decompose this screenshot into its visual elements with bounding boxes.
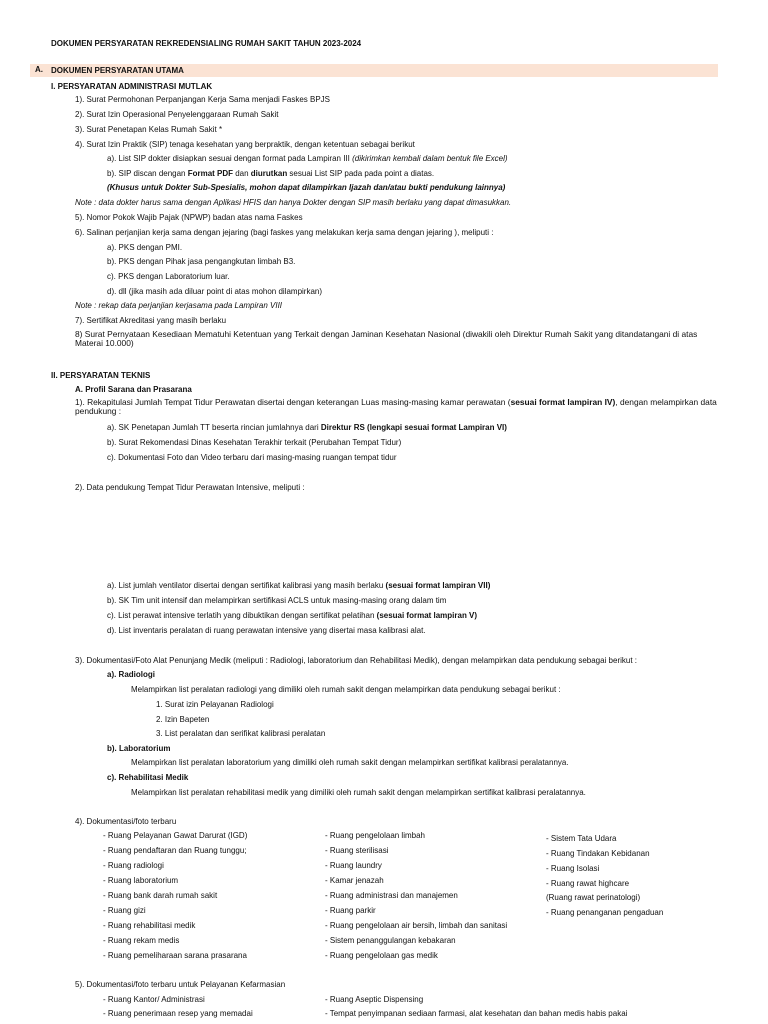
room-list-item: - Ruang gizi (103, 905, 146, 915)
room-list-item: - Ruang penanganan pengaduan (546, 907, 664, 917)
room-list-item: - Kamar jenazah (325, 875, 384, 885)
room-list-item: - Ruang pengelolaan limbah (325, 830, 425, 840)
teknis-item-1-part1: 1). Rekapitulasi Jumlah Tempat Tidur Perawatan disertai dengan keterangan Luas masing-masing kamar perawatan ( (75, 397, 511, 407)
admin-item-4b-part3: dan (233, 168, 251, 178)
room-list-item: - Sistem penanggulangan kebakaran (325, 935, 456, 945)
teknis-item-2c-part1: c). List perawat intensive terlatih yang dibuktikan dengan sertifikat pelatihan (107, 610, 377, 620)
teknis-item-3c: c). Rehabilitasi Medik (107, 772, 189, 782)
admin-item-1: 1). Surat Permohonan Perpanjangan Kerja Sama menjadi Faskes BPJS (75, 94, 331, 104)
room-list-item: - Ruang rekam medis (103, 935, 180, 945)
teknis-item-2a-part2: (sesuai format lampiran VII) (385, 580, 491, 590)
teknis-item-5: 5). Dokumentasi/foto terbaru untuk Pelayanan Kefarmasian (75, 979, 286, 989)
admin-item-3: 3). Surat Penetapan Kelas Rumah Sakit * (75, 124, 223, 134)
admin-item-7: 7). Sertifikat Akreditasi yang masih berlaku (75, 315, 227, 325)
admin-item-2: 2). Surat Izin Operasional Penyelenggaraan Rumah Sakit (75, 109, 279, 119)
teknis-item-1c: c). Dokumentasi Foto dan Video terbaru dari masing-masing ruangan tempat tidur (107, 452, 397, 462)
admin-item-4: 4). Surat Izin Praktik (SIP) tenaga kesehatan yang berpraktik, dengan ketentuan sebagai berikut (75, 139, 415, 149)
admin-item-6a: a). PKS dengan PMI. (107, 242, 183, 252)
teknis-item-3: 3). Dokumentasi/Foto Alat Penunjang Medik (meliputi : Radiologi, laboratorium dan Rehabilitasi Medik), dengan melampirkan data pendukung sebagai berikut : (75, 655, 637, 665)
teknis-item-2: 2). Data pendukung Tempat Tidur Perawatan Intensive, meliputi : (75, 482, 305, 492)
room-list-item: - Ruang laboratorium (103, 875, 179, 885)
teknis-item-2b: b). SK Tim unit intensif dan melampirkan sertifikasi ACLS untuk masing-masing orang dalam tim (107, 595, 447, 605)
room-list-item: - Ruang Tindakan Kebidanan (546, 848, 650, 858)
admin-item-5: 5). Nomor Pokok Wajib Pajak (NPWP) badan atas nama Faskes (75, 212, 303, 222)
teknis-heading: II. PERSYARATAN TEKNIS (51, 370, 151, 380)
room-list-item: - Ruang rehabilitasi medik (103, 920, 196, 930)
admin-item-4b-part4: diurutkan (250, 168, 288, 178)
document-title: DOKUMEN PERSYARATAN REKREDENSIALING RUMAH SAKIT TAHUN 2023-2024 (51, 38, 362, 48)
teknis-item-1b: b). Surat Rekomendasi Dinas Kesehatan Terakhir terkait (Perubahan Tempat Tidur) (107, 437, 402, 447)
teknis-item-3b-desc: Melampirkan list peralatan laboratorium yang dimiliki oleh rumah sakit dengan melampirkan sertifikat kalibrasi peralatannya. (131, 757, 569, 767)
section-a-title: DOKUMEN PERSYARATAN UTAMA (51, 65, 184, 75)
teknis-item-3a-1: 1. Surat izin Pelayanan Radiologi (156, 699, 274, 709)
admin-item-6d: d). dll (jika masih ada diluar point di atas mohon dilampirkan) (107, 286, 323, 296)
room-list-item: - Ruang sterilisasi (325, 845, 389, 855)
admin-item-4a (107, 153, 508, 164)
admin-item-4a-text: a). List SIP dokter disiapkan sesuai dengan format pada Lampiran III (107, 153, 353, 163)
teknis-item-3a: a). Radiologi (107, 669, 155, 679)
teknis-item-3c-desc: Melampirkan list peralatan rehabilitasi medik yang dimiliki oleh rumah sakit dengan melampirkan sertifikat kalibrasi peralatannya. (131, 787, 586, 797)
teknis-item-1a (107, 422, 507, 433)
teknis-item-2d: d). List inventaris peralatan di ruang perawatan intensive yang disertai masa kalibrasi alat. (107, 625, 426, 635)
room-list-item: (Ruang rawat perinatologi) (546, 892, 641, 902)
admin-item-4b-part2: Format PDF (187, 168, 234, 178)
admin-item-4b-part5: sesuai List SIP pada pada point a diatas. (287, 168, 435, 178)
room-list-item: - Ruang pendaftaran dan Ruang tunggu; (103, 845, 247, 855)
teknis-item-3a-3: 3. List peralatan dan serifikat kalibrasi peralatan (156, 728, 326, 738)
admin-item-6c: c). PKS dengan Laboratorium luar. (107, 271, 230, 281)
admin-item-4b (107, 168, 434, 179)
room-list-item: - Ruang pengelolaan gas medik (325, 950, 438, 960)
admin-note-1: Note : data dokter harus sama dengan Aplikasi HFIS dan hanya Dokter dengan SIP masih berlaku yang dapat dimasukkan. (75, 197, 512, 207)
pharmacy-list-item: - Ruang penerimaan resep yang memadai (103, 1008, 253, 1018)
teknis-item-1a-part1: a). SK Penetapan Jumlah TT beserta rincian jumlahnya dari (107, 422, 321, 432)
admin-heading: I. PERSYARATAN ADMINISTRASI MUTLAK (51, 81, 213, 91)
room-list-item: - Ruang administrasi dan manajemen (325, 890, 458, 900)
room-list-item: - Ruang pemeliharaan sarana prasarana (103, 950, 247, 960)
room-list-item: - Ruang laundry (325, 860, 382, 870)
room-list-item: - Sistem Tata Udara (546, 833, 617, 843)
teknis-item-2a (107, 580, 490, 591)
admin-item-4b-part1: b). SIP discan dengan (107, 168, 188, 178)
admin-item-6: 6). Salinan perjanjian kerja sama dengan jejaring (bagi faskes yang melakukan kerja sama dengan jejaring ), meliputi : (75, 227, 494, 237)
pharmacy-list-item: - Ruang Aseptic Dispensing (325, 994, 424, 1004)
room-list-item: - Ruang parkir (325, 905, 376, 915)
admin-item-6b: b). PKS dengan Pihak jasa pengangkutan limbah B3. (107, 256, 296, 266)
admin-item-8: 8) Surat Pernyataan Kesediaan Mematuhi Ketentuan yang Terkait dengan Jaminan Kesehatan Nasional (diwakili oleh Direktur Rumah Sakit yang ditandatangani di atas Materai 10.000) (75, 329, 698, 348)
room-list-item: - Ruang bank darah rumah sakit (103, 890, 218, 900)
teknis-item-2c-part2: (sesuai format lampiran V) (376, 610, 478, 620)
room-list-item: - Ruang Isolasi (546, 863, 600, 873)
room-list-item: - Ruang Pelayanan Gawat Darurat (IGD) (103, 830, 248, 840)
pharmacy-list-item: - Tempat penyimpanan sediaan farmasi, alat kesehatan dan bahan medis habis pakai (325, 1008, 628, 1018)
teknis-item-1-part3: , dengan melampirkan data pendukung : (75, 397, 717, 416)
section-a-letter: A. (35, 64, 43, 74)
room-list-item: - Ruang pengelolaan air bersih, limbah dan sanitasi (325, 920, 508, 930)
teknis-item-1 (75, 398, 720, 416)
teknis-item-3a-2: 2. Izin Bapeten (156, 714, 210, 724)
teknis-sub-a: A. Profil Sarana dan Prasarana (75, 384, 192, 394)
teknis-item-4: 4). Dokumentasi/foto terbaru (75, 816, 177, 826)
admin-item-4a-italic: (dikirimkan kembali dalam bentuk file Excel) (352, 153, 508, 163)
teknis-item-2c (107, 610, 477, 621)
teknis-item-3a-desc: Melampirkan list peralatan radiologi yang dimiliki oleh rumah sakit dengan melampirkan data pendukung sebagai berikut : (131, 684, 561, 694)
teknis-item-3b: b). Laboratorium (107, 743, 171, 753)
room-list-item: - Ruang rawat highcare (546, 878, 630, 888)
room-list-item: - Ruang radiologi (103, 860, 164, 870)
pharmacy-list-item: - Ruang Kantor/ Administrasi (103, 994, 205, 1004)
teknis-item-1-part2: sesuai format lampiran IV) (510, 397, 616, 407)
admin-note-2: Note : rekap data perjanjian kerjasama pada Lampiran VIII (75, 300, 283, 310)
teknis-item-1a-part2: Direktur RS (lengkapi sesuai format Lampiran VI) (320, 422, 507, 432)
teknis-item-2a-part1: a). List jumlah ventilator disertai dengan sertifikat kalibrasi yang masih berlaku (107, 580, 386, 590)
admin-item-4c: (Khusus untuk Dokter Sub-Spesialis, mohon dapat dilampirkan Ijazah dan/atau bukti pendukung lainnya) (107, 182, 506, 192)
